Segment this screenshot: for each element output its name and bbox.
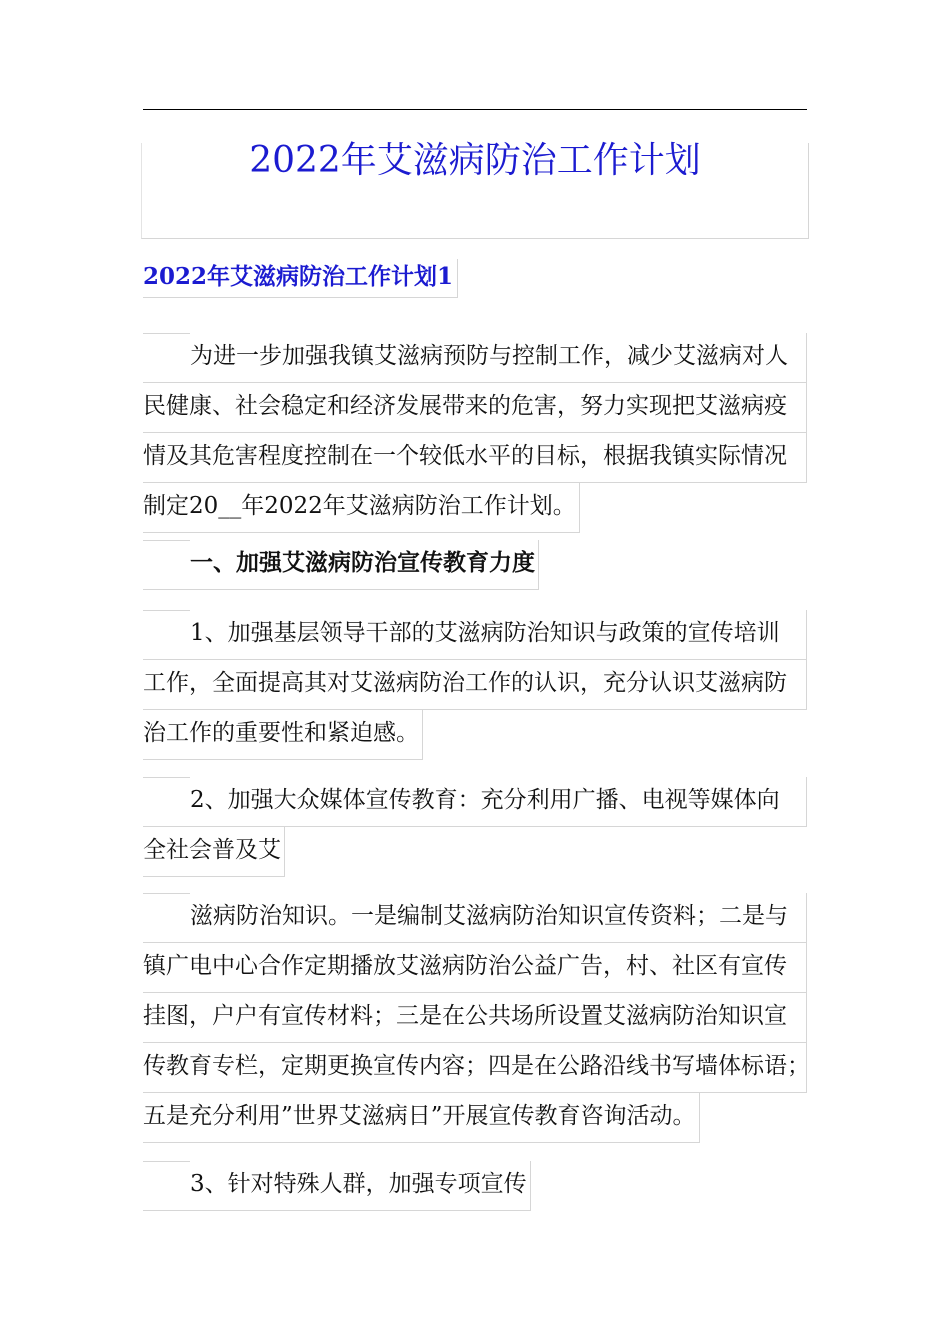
paragraph-line: 全社会普及艾 [143, 827, 285, 877]
paragraph-item-1 [143, 610, 807, 760]
paragraph-line: 2、加强大众媒体宣传教育：充分利用广播、电视等媒体向 [143, 777, 807, 827]
paragraph-line: 制定20__年2022年艾滋病防治工作计划。 [143, 483, 580, 533]
paragraph-line: 五是充分利用”世界艾滋病日”开展宣传教育咨询活动。 [143, 1093, 700, 1143]
paragraph-item-3 [143, 1161, 531, 1211]
section-heading-text: 一、加强艾滋病防治宣传教育力度 [143, 540, 539, 590]
paragraph-item-2 [143, 777, 807, 877]
paragraph-item-2-continued [143, 893, 810, 1143]
paragraph-line: 滋病防治知识。一是编制艾滋病防治知识宣传资料；二是与 [143, 893, 807, 943]
header-rule [143, 109, 807, 110]
paragraph-line: 治工作的重要性和紧迫感。 [143, 710, 423, 760]
paragraph-line: 3、针对特殊人群，加强专项宣传 [143, 1161, 531, 1211]
paragraph-intro [143, 333, 807, 533]
paragraph-line: 镇广电中心合作定期播放艾滋病防治公益广告，村、社区有宣传 [143, 943, 807, 993]
section-subtitle: 2022年艾滋病防治工作计划1 [143, 259, 458, 298]
paragraph-line: 民健康、社会稳定和经济发展带来的危害，努力实现把艾滋病疫 [143, 383, 807, 433]
paragraph-line: 为进一步加强我镇艾滋病预防与控制工作，减少艾滋病对人 [143, 333, 807, 383]
paragraph-line: 传教育专栏，定期更换宣传内容；四是在公路沿线书写墙体标语； [143, 1043, 807, 1093]
paragraph-line: 工作，全面提高其对艾滋病防治工作的认识，充分认识艾滋病防 [143, 660, 807, 710]
section-heading-1 [143, 540, 539, 590]
paragraph-line: 挂图，户户有宣传材料；三是在公共场所设置艾滋病防治知识宣 [143, 993, 807, 1043]
paragraph-line: 情及其危害程度控制在一个较低水平的目标，根据我镇实际情况 [143, 433, 807, 483]
document-title: 2022年艾滋病防治工作计划 [249, 140, 701, 181]
title-box [141, 140, 809, 239]
paragraph-line: 1、加强基层领导干部的艾滋病防治知识与政策的宣传培训 [143, 610, 807, 660]
